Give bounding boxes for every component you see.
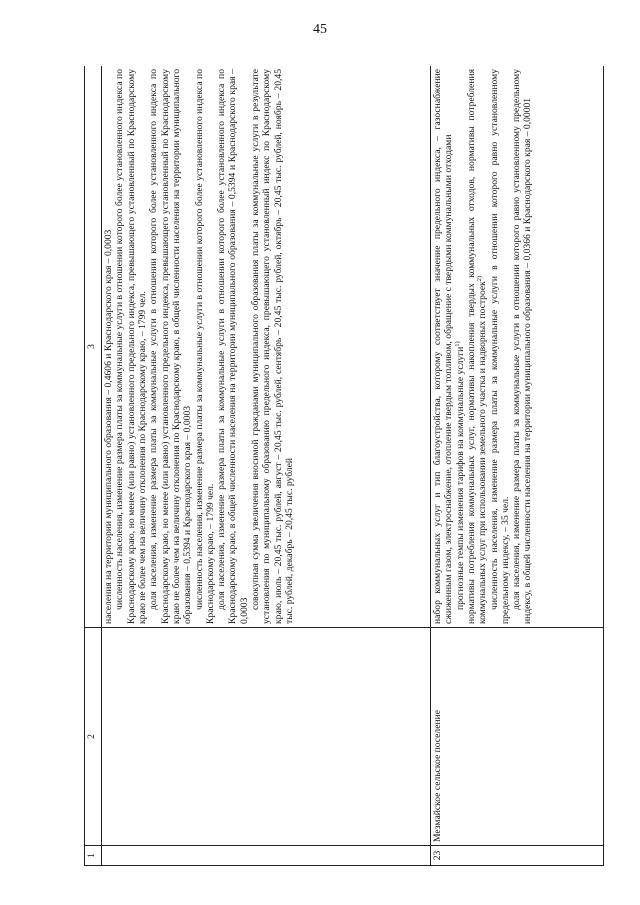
settlement-name <box>102 628 431 846</box>
indicator-paragraph: численность населения, изменение размера платы за коммунальные услуги в отношении которого равно установленному предельному индексу, – 35 чел. <box>488 69 511 624</box>
indicator-cell <box>102 66 431 628</box>
footnote-marker: 1) <box>453 341 461 347</box>
indicator-text: нормативы потребления коммунальных услуг, нормативы накопления твердых коммунальных отходов, нормативы потребления коммунальных услуг при использовании земельного участка и надворных построек <box>465 69 489 624</box>
table-row-continuation <box>102 66 431 866</box>
indicator-paragraph: набор коммунальных услуг и тип благоустройства, которому соответствует значение предельного индекса, – газоснабжение сжиженным газом, электроснабжение, отопление твердым топливом, обращение с твердыми коммунальными отходами <box>431 69 455 624</box>
footnote-marker: 2) <box>476 275 484 282</box>
indicator-paragraph: доля населения, изменение размера платы за коммунальные услуги в отношении которого более установленного индекса по Краснодарскому краю, в общей численности населения на территории муниципального образования – 0,5394 и Краснодарского края – 0,0003 <box>216 69 250 624</box>
settlement-name: Мезмайское сельское поселение <box>430 628 603 846</box>
indicator-paragraph <box>455 69 466 624</box>
rotated-table-frame <box>84 66 604 866</box>
page-number: 45 <box>313 22 327 37</box>
table-header-row <box>85 66 102 866</box>
table-row-23 <box>430 66 603 866</box>
indicator-paragraph: совокупная сумма увеличения вносимой гражданами муниципального образования платы за коммунальные услуги в результате установления по муниципальному образованию предельного индекса, превышающего установленный индекс по Краснодарскому краю, июль – 20,45 тыс. рублей, август – 20,45 тыс. рублей, сентябрь – 20,45 тыс. рублей, октябрь – 20,45 тыс. рублей, ноябрь – 20,45 тыс. рублей, декабрь – 20,45 тыс. рублей <box>250 69 295 624</box>
column-header-3: 3 <box>85 66 102 628</box>
row-number <box>102 846 431 866</box>
indicator-paragraph: численность населения, изменение размера платы за коммунальные услуги в отношении которого более установленного индекса по Краснодарскому краю, – 1799 чел. <box>193 69 216 624</box>
indicator-text: прогнозные темпы изменения тарифов на коммунальные услуги <box>454 346 466 610</box>
indicator-paragraph: доля населения, изменение размера платы за коммунальные услуги в отношении которого более установленного индекса по Краснодарскому краю, но менее (или равно) установленного предельного индекса, превышающего установленный по Краснодарскому краю не более чем на величину отклонения по Краснодарскому краю, в общей численности населения на территории муниципального образования – 0,5394 и Краснодарского края – 0,0003 <box>148 69 194 624</box>
indicator-paragraph: доля населения, изменение размера платы за коммунальные услуги в отношении которого равно установленному предельному индексу, в общей численности населения на территории муниципального образования – 0,0366 и Краснодарского края – 0,00001 <box>511 69 534 624</box>
column-header-2: 2 <box>85 628 102 846</box>
indices-table <box>84 66 604 866</box>
indicator-paragraph <box>466 69 489 624</box>
row-number: 23 <box>430 846 603 866</box>
rotated-table-region <box>84 66 604 866</box>
column-header-1: 1 <box>85 846 102 866</box>
indicator-paragraph: численность населения, изменение размера платы за коммунальные услуги в отношении которого более установленного индекса по Краснодарскому краю, но менее (или равно) установленного предельного индекса, превышающего установленный по Краснодарскому краю не более чем на величину отклонения по Краснодарскому краю, – 1799 чел. <box>114 69 148 624</box>
indicator-cell <box>430 66 603 628</box>
indicator-paragraph: населения на территории муниципального образования – 0,4606 и Краснодарского края – 0,0003 <box>103 229 114 624</box>
